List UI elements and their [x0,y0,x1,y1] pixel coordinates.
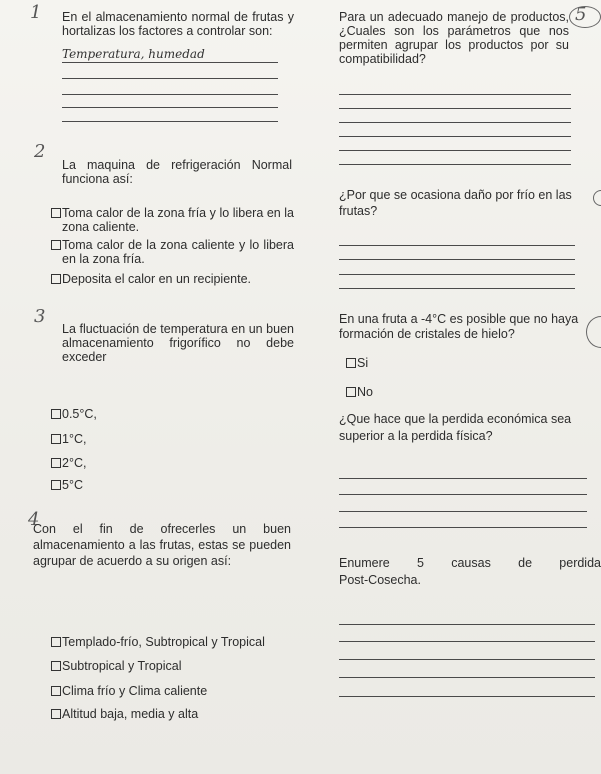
question-7-option-yes: Si [357,356,369,370]
option-checkbox[interactable] [51,240,61,250]
option-checkbox[interactable] [346,358,356,368]
question-2-option-2: Toma calor de la zona caliente y lo libera en la zona fría. [62,238,294,266]
question-3-prompt: La fluctuación de temperatura en un buen almacenamiento frigorífico no debe exceder [62,322,294,364]
option-checkbox[interactable] [51,434,61,444]
answer-line[interactable] [339,136,571,137]
option-checkbox[interactable] [51,208,61,218]
question-3-option-1: 0.5°C, [62,407,97,421]
question-5-prompt: Para un adecuado manejo de productos, ¿Cuales son los parámetros que nos permiten agrupar los productos por su compatibilidad? [339,10,569,66]
question-9-prompt: Enumere 5 causas de perdida Post-Cosecha. [339,556,601,587]
option-checkbox[interactable] [51,709,61,719]
question-7-prompt: En una fruta a -4°C es posible que no haya formación de cristales de hielo? [339,312,579,341]
question-6-prompt: ¿Por que se ocasiona daño por frío en las frutas? [339,188,572,218]
option-checkbox[interactable] [51,686,61,696]
answer-line[interactable] [339,696,595,697]
question-2-prompt: La maquina de refrigeración Normal funciona así: [62,158,292,186]
answer-line[interactable] [339,478,587,479]
question-4-number: 4 [28,509,40,530]
question-1-handwritten-answer: Temperatura, humedad [62,47,205,61]
question-4-option-1: Templado-frío, Subtropical y Tropical [62,635,265,649]
answer-line[interactable] [339,164,571,165]
question-7-option-no: No [357,385,373,399]
option-checkbox[interactable] [346,387,356,397]
answer-line[interactable] [62,62,278,63]
answer-line[interactable] [339,108,571,109]
answer-line[interactable] [339,150,571,151]
answer-line[interactable] [339,527,587,528]
question-3-number: 3 [34,306,46,327]
question-4-option-3: Clima frío y Clima caliente [62,684,208,698]
question-2-option-1: Toma calor de la zona fría y lo libera en la zona caliente. [62,206,294,234]
option-checkbox[interactable] [51,661,61,671]
question-3-option-2: 1°C, [62,432,87,446]
option-checkbox[interactable] [51,480,61,490]
question-3-option-3: 2°C, [62,456,87,470]
answer-line[interactable] [339,259,575,260]
question-3-option-4: 5°C [62,478,83,492]
question-4-option-2: Subtropical y Tropical [62,659,182,673]
question-2-option-3: Deposita el calor en un recipiente. [62,272,252,286]
answer-line[interactable] [339,245,575,246]
answer-line[interactable] [339,274,575,275]
question-4-option-4: Altitud baja, media y alta [62,707,199,721]
option-checkbox[interactable] [51,458,61,468]
question-4-prompt: Con el fin de ofrecerles un buen almacenamiento a las frutas, estas se pueden agrupar de acuerdo a su origen así: [33,522,291,568]
question-1-number: 1 [30,2,42,23]
answer-line[interactable] [339,641,595,642]
answer-line[interactable] [339,288,575,289]
question-5-number: 5 [575,4,587,25]
answer-line[interactable] [339,511,587,512]
answer-line[interactable] [339,122,571,123]
option-checkbox[interactable] [51,274,61,284]
answer-line[interactable] [339,494,587,495]
question-2-number: 2 [34,141,46,162]
answer-line[interactable] [62,78,278,79]
question-8-prompt: ¿Que hace que la perdida económica sea superior a la perdida física? [339,412,572,443]
answer-line[interactable] [339,659,595,660]
answer-line[interactable] [339,677,595,678]
page-edge-mark [569,6,601,28]
answer-line[interactable] [62,121,278,122]
answer-line[interactable] [62,94,278,95]
answer-line[interactable] [339,94,571,95]
answer-line[interactable] [62,107,278,108]
question-1-prompt: En el almacenamiento normal de frutas y hortalizas los factores a controlar son: [62,10,294,38]
option-checkbox[interactable] [51,637,61,647]
answer-line[interactable] [339,624,595,625]
option-checkbox[interactable] [51,409,61,419]
